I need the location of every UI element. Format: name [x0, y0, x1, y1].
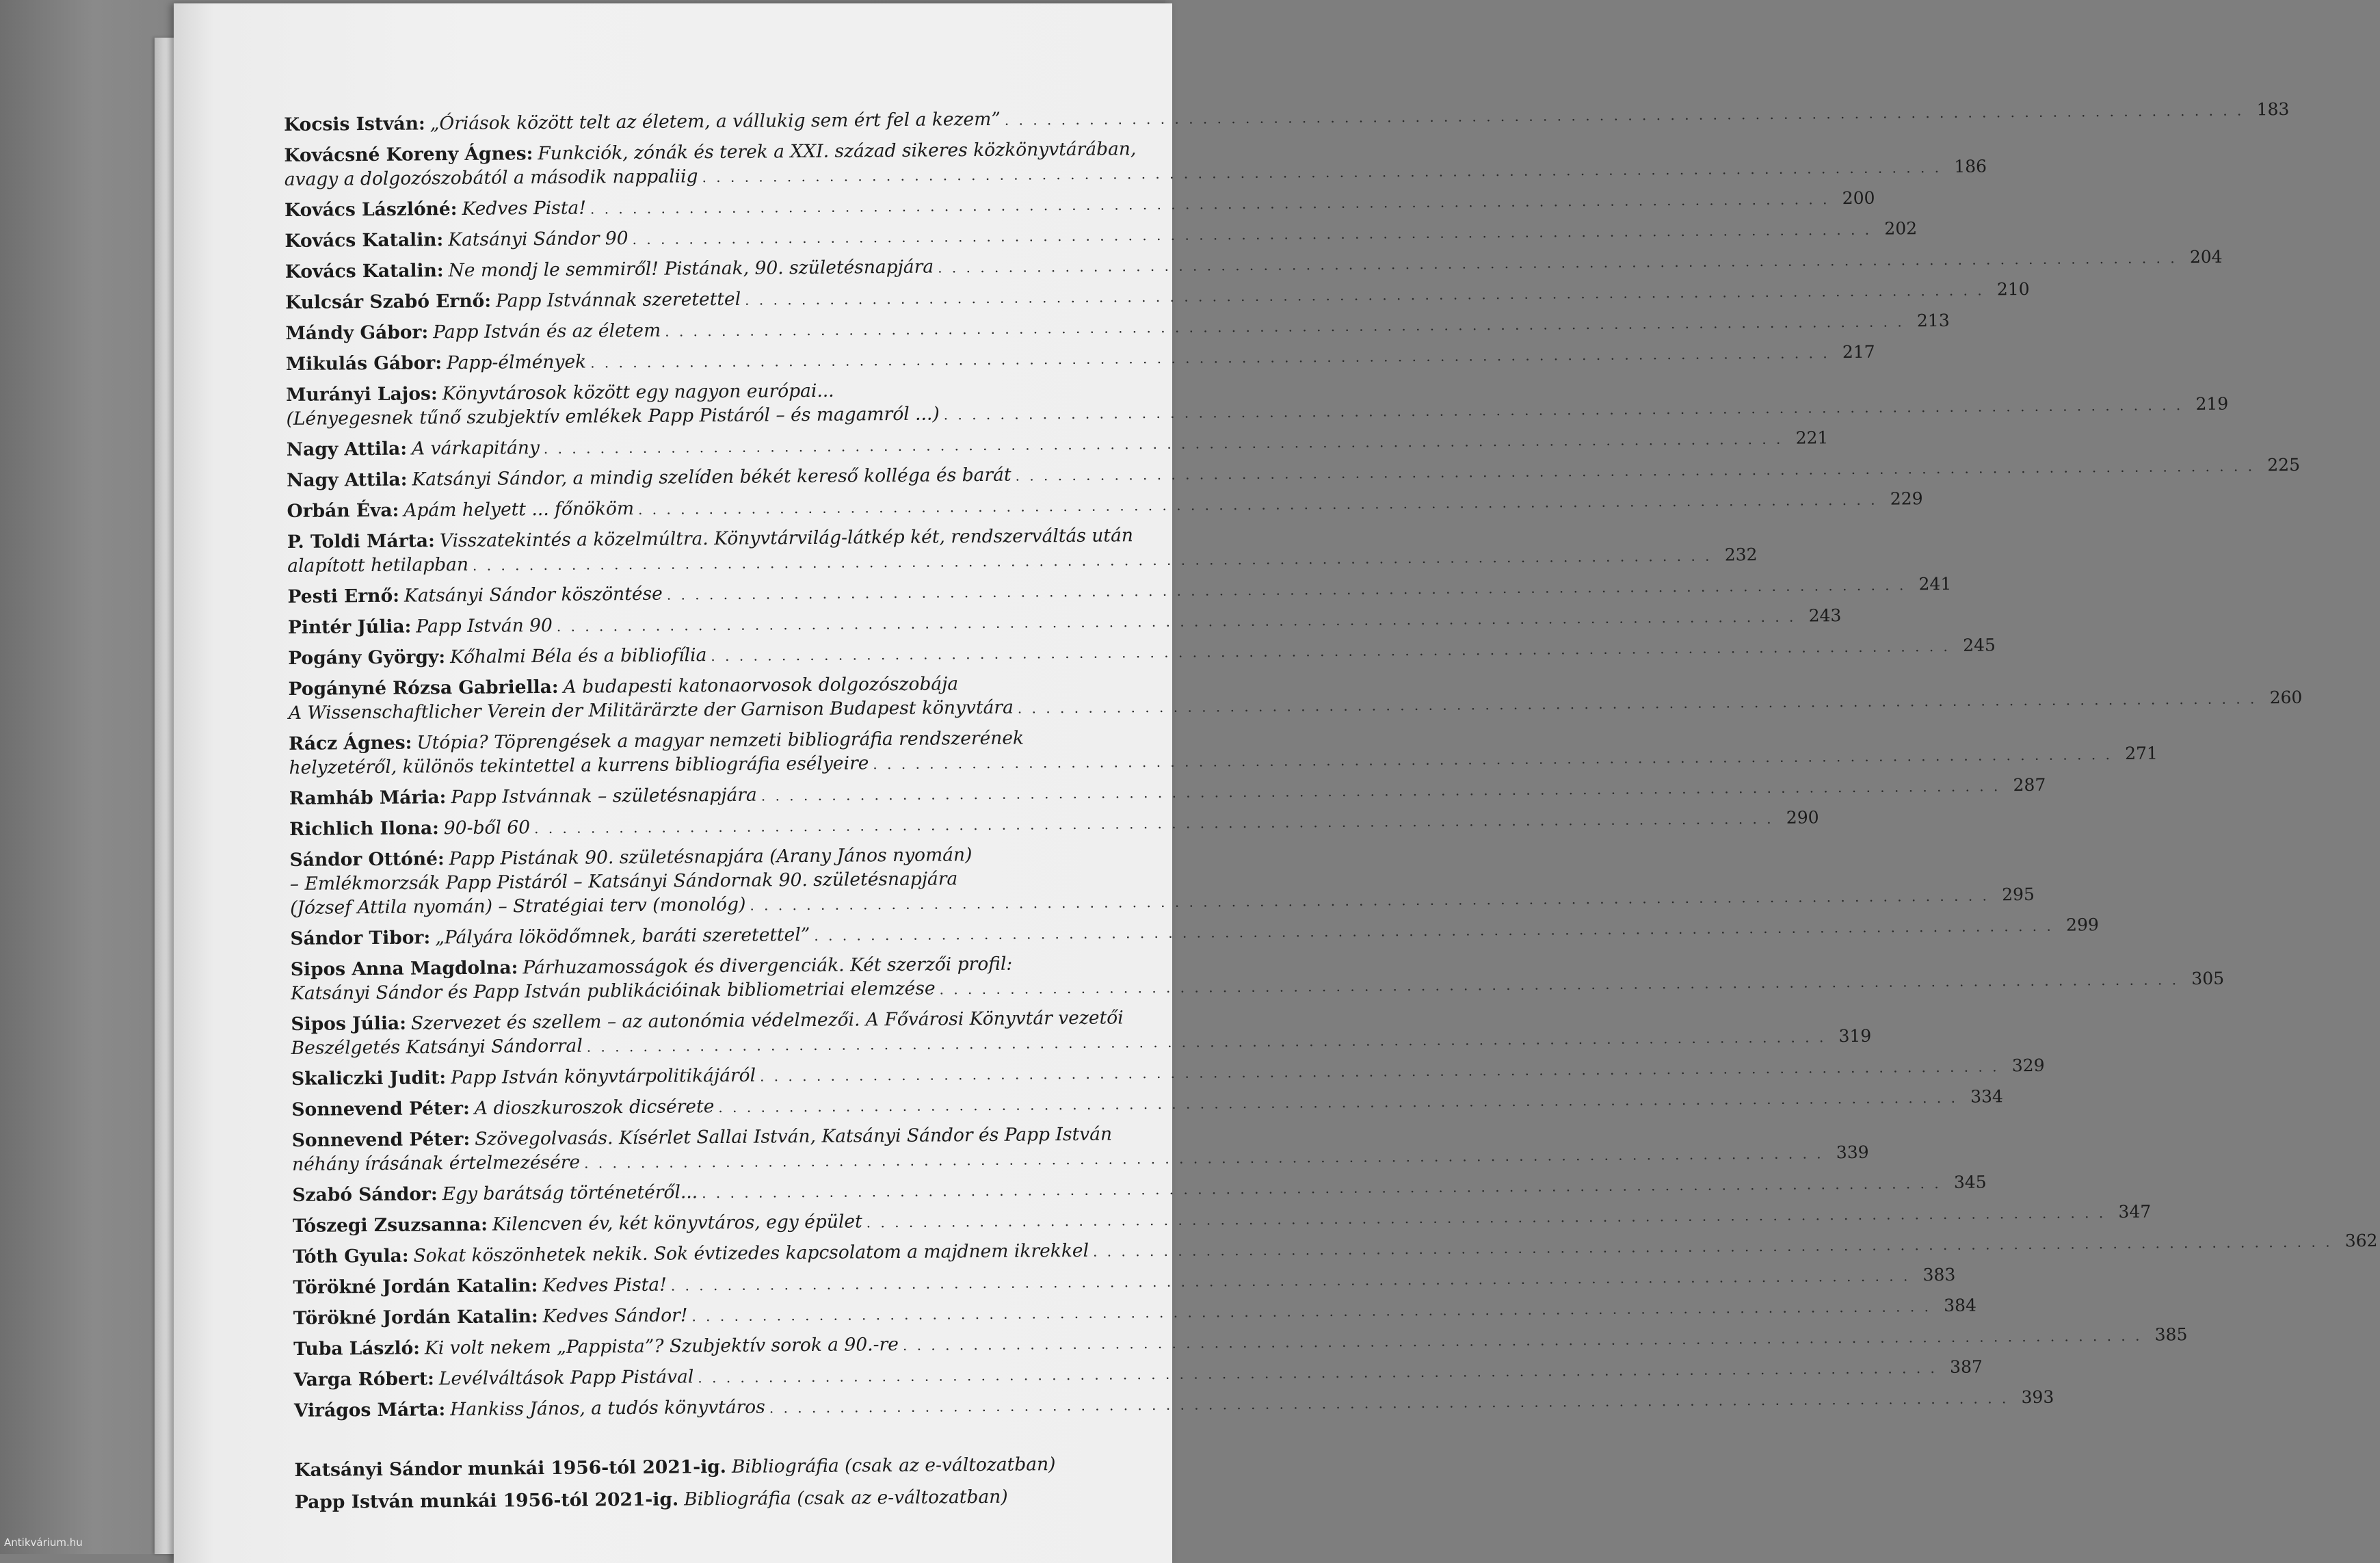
entry-title: Utópia? Töprengések a magyar nemzeti bibliográfia rendszerének — [416, 727, 1024, 754]
toc-entry-line — [293, 1295, 1977, 1332]
toc-entry-line — [293, 1356, 1983, 1393]
entry-title: Katsányi Sándor 90 — [448, 228, 629, 251]
entry-author: Tuba László: — [293, 1337, 421, 1360]
entry-author: Kovács Lászlóné: — [284, 198, 458, 221]
entry-title: avagy a dolgozószobától a második nappaliig — [284, 166, 698, 190]
entry-page-number: 229 — [1890, 488, 1923, 509]
entry-title: Papp István és az életem — [433, 319, 661, 343]
toc-entry — [291, 1122, 1869, 1178]
entry-page-number: 387 — [1950, 1356, 1983, 1377]
toc-entry — [293, 1387, 2054, 1424]
entry-title: Kedves Pista! — [462, 197, 587, 220]
entry-title: „Pályára lököd​őmnek, baráti szeretettel” — [435, 923, 810, 949]
bibliography-heading: Katsányi Sándor munkái 1956-tól 2021-ig. — [294, 1456, 727, 1481]
toc-entry — [285, 310, 1950, 347]
toc-entry — [292, 1201, 2152, 1239]
entry-title: Papp István könyvtárpolitikájáról — [451, 1064, 756, 1089]
toc-entry — [291, 1086, 2003, 1123]
entry-author: Ramháb Mária: — [289, 787, 447, 809]
toc-entry — [284, 137, 1987, 193]
toc-entry — [287, 605, 1842, 641]
entry-author: Nagy Attila: — [286, 438, 408, 460]
toc-entry — [288, 670, 2303, 726]
toc-entry — [287, 488, 1923, 525]
entry-author: Pogány György: — [288, 646, 446, 669]
toc-entry — [291, 1055, 2045, 1092]
entry-title: Szövegolvasás. Kísérlet Sallai István, Katsányi Sándor és Papp István — [475, 1123, 1113, 1150]
toc-entry-line — [284, 187, 1875, 224]
entry-author: Mándy Gábor: — [285, 321, 429, 344]
entry-title: alapított hetilapban — [287, 553, 469, 577]
dot-leader: . . . . . . . . . . . . . . . . . . . . . . . . . . . . . . . . . . . . . . . . . . . . . . . . . . . . . . . . . . . . . . . . . . . . . . . . . . . . . . . . . . . . . . . . — [691, 1298, 1932, 1325]
bibliography-heading: Papp István munkái 1956-tól 2021-ig. — [294, 1488, 679, 1513]
toc-entry-line — [292, 1172, 1987, 1209]
entry-title: Katsányi Sándor, a mindig szelíden békét kereső kolléga és barát — [412, 464, 1012, 490]
dot-leader: . . . . . . . . . . . . . . . . . . . . . . . . . . . . . . . . . . . . . . . . . . . . . . . . . . . . . . . . . . . . . . . . . . . . . . . . . . . . . . . . . . . . . . . . — [939, 971, 2180, 998]
dot-leader: . . . . . . . . . . . . . . . . . . . . . . . . . . . . . . . . . . . . . . . . . . . . . . . . . . . . . . . . . . . . . . . . . . . . . . . . . . . . . . . . . . . . . . . . — [1017, 690, 2258, 717]
entry-author: Sonnevend Péter: — [291, 1097, 470, 1120]
toc-entry-line — [287, 605, 1842, 641]
entry-author: Kovács Katalin: — [285, 229, 444, 252]
dot-leader: . . . . . . . . . . . . . . . . . . . . . . . . . . . . . . . . . . . . . . . . . . . . . . . . . . . . . . . . . . . . . . . . . . . . . . . . . . . . . . . . . . . . . . . . — [583, 1145, 1824, 1172]
entry-author: Sonnevend Péter: — [291, 1128, 471, 1151]
dot-leader: . . . . . . . . . . . . . . . . . . . . . . . . . . . . . . . . . . . . . . . . . . . . . . . . . . . . . . . . . . . . . . . . . . . . . . . . . . . . . . . . . . . . . . . . — [637, 491, 1878, 518]
entry-title: Ki volt nekem „Pappista”? Szubjektív sorok a 90.-re — [424, 1333, 899, 1359]
dot-leader: . . . . . . . . . . . . . . . . . . . . . . . . . . . . . . . . . . . . . . . . . . . . . . . . . . . . . . . . . . . . . . . . . . . . . . . . . . . . . . . . . . . . . . . . — [702, 1175, 1942, 1202]
toc-entry — [288, 635, 1996, 672]
entry-title: Papp Pistának 90. születésnapjára (Arany János nyomán) — [449, 844, 973, 870]
toc-entry-line — [285, 278, 2030, 316]
dot-leader: . . . . . . . . . . . . . . . . . . . . . . . . . . . . . . . . . . . . . . . . . . . . . . . . . . . . . . . . . . . . . . . . . . . . . . . . . . . . . . . . . . . . . . . . — [745, 282, 1985, 308]
entry-page-number: 210 — [1996, 278, 2030, 300]
toc-entry-line — [291, 1086, 2003, 1123]
dot-leader: . . . . . . . . . . . . . . . . . . . . . . . . . . . . . . . . . . . . . . . . . . . . . . . . . . . . . . . . . . . . . . . . . . . . . . . . . . . . . . . . . . . . . . . . — [556, 608, 1797, 635]
entry-author: Rácz Ágnes: — [289, 732, 412, 754]
toc-entry-line — [285, 218, 1918, 254]
toc-entry — [286, 376, 2229, 432]
entry-author: Pintér Júlia: — [287, 616, 412, 638]
entry-page-number: 393 — [2021, 1387, 2054, 1408]
entry-page-number: 385 — [2154, 1324, 2188, 1345]
entry-author: Törökné Jordán Katalin: — [293, 1275, 538, 1298]
entry-page-number: 271 — [2125, 743, 2158, 763]
entry-title: Papp István 90 — [416, 614, 553, 638]
toc-entry — [285, 246, 2223, 285]
entry-title: Könyvtárosok között egy nagyon európai... — [442, 380, 834, 405]
entry-title: Hankiss János, a tudós könyvtáros — [450, 1396, 765, 1421]
entry-page-number: 232 — [1724, 544, 1758, 565]
toc-entry — [284, 187, 1875, 224]
entry-title: Visszatekintés a közelmúltra. Könyvtárvilág-látkép két, rendszerváltás után — [439, 525, 1133, 552]
toc-entry — [293, 1324, 2188, 1363]
bibliography-entry — [295, 1484, 1155, 1514]
entry-title: Egy barátság történetéről... — [442, 1181, 698, 1205]
entry-page-number: 362 — [2344, 1231, 2378, 1251]
dot-leader: . . . . . . . . . . . . . . . . . . . . . . . . . . . . . . . . . . . . . . . . . . . . . . . . . . . . . . . . . . . . . . . . . . . . . . . . . . . . . . . . . . . . . . . . — [543, 430, 1784, 458]
toc-entry-line — [287, 488, 1923, 525]
entry-author: Törökné Jordán Katalin: — [293, 1306, 538, 1329]
dot-leader: . . . . . . . . . . . . . . . . . . . . . . . . . . . . . . . . . . . . . . . . . . . . . . . . . . . . . . . . . . . . . . . . . . . . . . . . . . . . . . . . . . . . . . . . — [1015, 458, 2256, 484]
entry-author: Sipos Anna Magdolna: — [290, 957, 518, 980]
toc-entry-line — [293, 1387, 2054, 1424]
dot-leader: . . . . . . . . . . . . . . . . . . . . . . . . . . . . . . . . . . . . . . . . . . . . . . . . . . . . . . . . . . . . . . . . . . . . . . . . . . . . . . . . . . . . . . . . — [665, 313, 1905, 340]
entry-page-number: 213 — [1916, 310, 1950, 331]
entry-author: Pesti Ernő: — [287, 585, 400, 607]
toc-entry-line — [287, 573, 1952, 610]
entry-title: Apám helyett ... főnököm — [404, 497, 635, 521]
entry-page-number: 200 — [1842, 187, 1875, 209]
toc-entry — [290, 915, 2099, 952]
toc-entry — [286, 428, 1829, 463]
toc-entry — [289, 725, 2158, 781]
bibliography-note: Bibliográfia (csak az e-változatban) — [684, 1486, 1008, 1510]
entry-title: Papp-élmények — [446, 351, 587, 374]
entry-title: Szervezet és szellem – az autonómia védelmezői. A Fővárosi Könyvtár vezetői — [410, 1007, 1124, 1034]
entry-author: Kovácsné Koreny Ágnes: — [284, 143, 533, 166]
entry-author: Richlich Ilona: — [289, 817, 439, 840]
bibliography-entry — [294, 1452, 1154, 1482]
entry-author: Kulcsár Szabó Ernő: — [285, 290, 492, 313]
entry-title: Kedves Sándor! — [542, 1304, 688, 1328]
toc-entry-line — [289, 807, 1819, 843]
entry-page-number: 221 — [1795, 428, 1829, 448]
dot-leader: . . . . . . . . . . . . . . . . . . . . . . . . . . . . . . . . . . . . . . . . . . . . . . . . . . . . . . . . . . . . . . . . . . . . . . . . . . . . . . . . . . . . . . . . — [938, 250, 2178, 276]
entry-page-number: 217 — [1842, 341, 1875, 363]
entry-author: Pogányné Rózsa Gabriella: — [288, 676, 559, 700]
entry-page-number: 319 — [1838, 1025, 1872, 1047]
toc-entry — [287, 454, 2301, 494]
dot-leader: . . . . . . . . . . . . . . . . . . . . . . . . . . . . . . . . . . . . . . . . . . . . . . . . . . . . . . . . . . . . . . . . . . . . . . . . . . . . . . . . . . . . . . . . — [873, 746, 2113, 773]
bibliography-section — [294, 1452, 1155, 1514]
entry-page-number: 329 — [2011, 1055, 2045, 1076]
entry-page-number: 204 — [2189, 246, 2223, 267]
watermark: Antikvárium.hu — [4, 1536, 83, 1549]
toc-entry-line — [285, 310, 1950, 347]
entry-page-number: 287 — [2013, 774, 2046, 796]
dot-leader: . . . . . . . . . . . . . . . . . . . . . . . . . . . . . . . . . . . . . . . . . . . . . . . . . . . . . . . . . . . . . . . . . . . . . . . . . . . . . . . . . . . . . . . . — [769, 1390, 2009, 1417]
dot-leader: . . . . . . . . . . . . . . . . . . . . . . . . . . . . . . . . . . . . . . . . . . . . . . . . . . . . . . . . . . . . . . . . . . . . . . . . . . . . . . . . . . . . . . . . — [902, 1327, 2143, 1354]
entry-page-number: 243 — [1808, 605, 1842, 626]
entry-title: A dioszkuroszok dicsérete — [474, 1096, 715, 1119]
toc-entry — [293, 1295, 1977, 1332]
dot-leader: . . . . . . . . . . . . . . . . . . . . . . . . . . . . . . . . . . . . . . . . . . . . . . . . . . . . . . . . . . . . . . . . . . . . . . . . . . . . . . . . . . . . . . . . — [814, 917, 2054, 944]
entry-title: Kőhalmi Béla és a bibliofília — [449, 644, 707, 668]
entry-author: Sándor Tibor: — [290, 927, 431, 949]
entry-title: néhány írásának értelmezésére — [291, 1151, 581, 1175]
entry-title: Kilencven év, két könyvtáros, egy épület — [492, 1211, 862, 1235]
dot-leader: . . . . . . . . . . . . . . . . . . . . . . . . . . . . . . . . . . . . . . . . . . . . . . . . . . . . . . . . . . . . . . . . . . . . . . . . . . . . . . . . . . . . . . . . — [590, 191, 1830, 218]
entry-author: Szabó Sándor: — [292, 1183, 438, 1206]
entry-page-number: 384 — [1944, 1295, 1977, 1315]
toc-entry-line — [290, 915, 2099, 952]
toc-entry-line — [287, 454, 2301, 494]
toc-entry — [293, 1231, 2378, 1270]
toc-entry — [289, 841, 2035, 921]
entry-title: Ne mondj le semmiről! Pistának, 90. születésnapjára — [448, 256, 934, 282]
entry-author: Sándor Ottóné: — [289, 848, 445, 871]
toc-entry — [289, 774, 2046, 812]
toc-entry — [285, 278, 2030, 316]
toc-entry — [292, 1172, 1987, 1209]
entry-title: 90-ből 60 — [443, 817, 531, 839]
dot-leader: . . . . . . . . . . . . . . . . . . . . . . . . . . . . . . . . . . . . . . . . . . . . . . . . . . . . . . . . . . . . . . . . . . . . . . . . . . . . . . . . . . . . . . . . — [702, 159, 1942, 186]
toc-entry — [289, 807, 1819, 843]
entry-page-number: 339 — [1836, 1142, 1869, 1163]
entry-page-number: 183 — [2256, 98, 2290, 120]
toc-entry-line — [292, 1201, 2152, 1239]
entry-title: Beszélgetés Katsányi Sándorral — [291, 1035, 583, 1059]
toc-entry-line — [293, 1231, 2378, 1270]
toc-entry — [291, 1006, 1872, 1062]
entry-page-number: 299 — [2065, 915, 2099, 935]
entry-author: Nagy Attila: — [287, 469, 408, 491]
entry-author: P. Toldi Márta: — [287, 530, 435, 553]
entry-page-number: 241 — [1918, 573, 1952, 594]
dot-leader: . . . . . . . . . . . . . . . . . . . . . . . . . . . . . . . . . . . . . . . . . . . . . . . . . . . . . . . . . . . . . . . . . . . . . . . . . . . . . . . . . . . . . . . . — [590, 345, 1830, 371]
entry-author: Tószegi Zsuzsanna: — [292, 1213, 488, 1237]
entry-title: Papp Istvánnak – születésnapjára — [451, 784, 757, 809]
bibliography-note: Bibliográfia (csak az e-változatban) — [731, 1454, 1056, 1477]
entry-title: Katsányi Sándor és Papp István publikációinak bibliometriai elemzése — [290, 977, 936, 1004]
toc-entry — [293, 1356, 1983, 1393]
entry-page-number: 383 — [1922, 1264, 1956, 1285]
entry-page-number: 347 — [2118, 1201, 2152, 1222]
entry-title: A Wissenschaftlicher Verein der Militärärzte der Garnison Budapest könyvtára — [288, 696, 1014, 724]
entry-title: A budapesti katonaorvosok dolgozószobája — [563, 673, 959, 698]
entry-title: A várkapitány — [411, 437, 540, 460]
entry-title: Funkciók, zónák és terek a XXI. század sikeres közkönyvtárában, — [538, 138, 1137, 165]
toc-entry — [287, 523, 1758, 579]
entry-page-number: 225 — [2267, 454, 2301, 475]
entry-author: Murányi Lajos: — [286, 383, 438, 406]
entry-author: Kovács Katalin: — [285, 260, 444, 283]
dot-leader: . . . . . . . . . . . . . . . . . . . . . . . . . . . . . . . . . . . . . . . . . . . . . . . . . . . . . . . . . . . . . . . . . . . . . . . . . . . . . . . . . . . . . . . . — [750, 887, 1989, 914]
entry-page-number: 186 — [1954, 156, 1987, 176]
entry-title: Levélváltások Papp Pistával — [438, 1366, 694, 1390]
toc-entry-line — [288, 635, 1996, 672]
toc-entry-line — [286, 428, 1829, 463]
table-of-contents — [284, 98, 2378, 1523]
toc-entry-line — [289, 774, 2046, 812]
dot-leader: . . . . . . . . . . . . . . . . . . . . . . . . . . . . . . . . . . . . . . . . . . . . . . . . . . . . . . . . . . . . . . . . . . . . . . . . . . . . . . . . . . . . . . . . — [718, 1089, 1958, 1116]
entry-title: Papp Istvánnak szeretettel — [495, 288, 741, 312]
dot-leader: . . . . . . . . . . . . . . . . . . . . . . . . . . . . . . . . . . . . . . . . . . . . . . . . . . . . . . . . . . . . . . . . . . . . . . . . . . . . . . . . . . . . . . . . — [1004, 102, 2245, 129]
entry-page-number: 295 — [2002, 884, 2035, 905]
dot-leader: . . . . . . . . . . . . . . . . . . . . . . . . . . . . . . . . . . . . . . . . . . . . . . . . . . . . . . . . . . . . . . . . . . . . . . . . . . . . . . . . . . . . . . . . — [586, 1029, 1827, 1055]
toc-entry — [290, 951, 2225, 1007]
entry-page-number: 260 — [2269, 687, 2303, 708]
entry-title: Párhuzamosságok és divergenciák. Két szerzői profil: — [523, 953, 1013, 979]
entry-title: (József Attila nyomán) – Stratégiai terv (monológ) — [290, 893, 746, 919]
dot-leader: . . . . . . . . . . . . . . . . . . . . . . . . . . . . . . . . . . . . . . . . . . . . . . . . . . . . . . . . . . . . . . . . . . . . . . . . . . . . . . . . . . . . . . . . — [632, 221, 1873, 248]
dot-leader: . . . . . . . . . . . . . . . . . . . . . . . . . . . . . . . . . . . . . . . . . . . . . . . . . . . . . . . . . . . . . . . . . . . . . . . . . . . . . . . . . . . . . . . . — [666, 577, 1907, 603]
entry-author: Mikulás Gábor: — [285, 352, 442, 375]
entry-author: Kocsis István: — [284, 113, 425, 135]
dot-leader: . . . . . . . . . . . . . . . . . . . . . . . . . . . . . . . . . . . . . . . . . . . . . . . . . . . . . . . . . . . . . . . . . . . . . . . . . . . . . . . . . . . . . . . . — [1092, 1233, 2333, 1260]
entry-title: Kedves Pista! — [542, 1274, 667, 1297]
entry-title: Katsányi Sándor köszöntése — [404, 583, 663, 607]
entry-author: Virágos Márta: — [293, 1399, 446, 1421]
dot-leader: . . . . . . . . . . . . . . . . . . . . . . . . . . . . . . . . . . . . . . . . . . . . . . . . . . . . . . . . . . . . . . . . . . . . . . . . . . . . . . . . . . . . . . . . — [866, 1205, 2106, 1231]
entry-title: (Lényegesnek tűnő szubjektív emlékek Papp Pistáról – és magamról ...) — [286, 403, 940, 430]
entry-page-number: 290 — [1786, 807, 1819, 828]
entry-title: – Emlékmorzsák Papp Pistáról – Katsányi Sándornak 90. születésnapjára — [289, 868, 958, 895]
entry-author: Skaliczki Judit: — [291, 1067, 447, 1090]
dot-leader: . . . . . . . . . . . . . . . . . . . . . . . . . . . . . . . . . . . . . . . . . . . . . . . . . . . . . . . . . . . . . . . . . . . . . . . . . . . . . . . . . . . . . . . . — [698, 1360, 1938, 1387]
entry-page-number: 245 — [1963, 635, 1996, 655]
dot-leader: . . . . . . . . . . . . . . . . . . . . . . . . . . . . . . . . . . . . . . . . . . . . . . . . . . . . . . . . . . . . . . . . . . . . . . . . . . . . . . . . . . . . . . . . — [943, 397, 2184, 423]
entry-author: Tóth Gyula: — [293, 1245, 409, 1268]
entry-title: Sokat köszönhetek nekik. Sok évtizedes kapcsolatom a majdnem ikrekkel — [413, 1239, 1089, 1267]
toc-entry-line — [293, 1264, 1956, 1301]
dot-leader: . . . . . . . . . . . . . . . . . . . . . . . . . . . . . . . . . . . . . . . . . . . . . . . . . . . . . . . . . . . . . . . . . . . . . . . . . . . . . . . . . . . . . . . . — [711, 638, 1951, 665]
toc-entry — [293, 1264, 1956, 1301]
toc-entry — [285, 341, 1875, 378]
entry-page-number: 345 — [1953, 1172, 1987, 1192]
toc-entry-line — [291, 1055, 2045, 1092]
dot-leader: . . . . . . . . . . . . . . . . . . . . . . . . . . . . . . . . . . . . . . . . . . . . . . . . . . . . . . . . . . . . . . . . . . . . . . . . . . . . . . . . . . . . . . . . — [759, 1058, 2000, 1085]
toc-entry — [285, 218, 1918, 254]
entry-page-number: 202 — [1884, 218, 1918, 239]
entry-page-number: 305 — [2191, 968, 2225, 989]
dot-leader: . . . . . . . . . . . . . . . . . . . . . . . . . . . . . . . . . . . . . . . . . . . . . . . . . . . . . . . . . . . . . . . . . . . . . . . . . . . . . . . . . . . . . . . . — [533, 810, 1774, 837]
dot-leader: . . . . . . . . . . . . . . . . . . . . . . . . . . . . . . . . . . . . . . . . . . . . . . . . . . . . . . . . . . . . . . . . . . . . . . . . . . . . . . . . . . . . . . . . — [472, 547, 1713, 574]
dot-leader: . . . . . . . . . . . . . . . . . . . . . . . . . . . . . . . . . . . . . . . . . . . . . . . . . . . . . . . . . . . . . . . . . . . . . . . . . . . . . . . . . . . . . . . . — [670, 1268, 1911, 1294]
dot-leader: . . . . . . . . . . . . . . . . . . . . . . . . . . . . . . . . . . . . . . . . . . . . . . . . . . . . . . . . . . . . . . . . . . . . . . . . . . . . . . . . . . . . . . . . — [761, 778, 2001, 804]
toc-entry — [287, 573, 1952, 610]
entry-author: Orbán Éva: — [287, 499, 399, 522]
entry-title: helyzetéről, különös tekintettel a kurrens bibliográfia esélyeire — [289, 752, 869, 778]
entry-author: Sipos Júlia: — [291, 1012, 407, 1035]
entry-page-number: 219 — [2195, 393, 2229, 415]
toc-entry-line — [285, 341, 1875, 378]
toc-entry-line — [293, 1324, 2188, 1363]
toc-entry-line — [285, 246, 2223, 285]
entry-title: „Óriások között telt az életem, a vállukig sem ért fel a kezem” — [429, 108, 1001, 135]
entry-author: Varga Róbert: — [293, 1368, 434, 1391]
entry-page-number: 334 — [1970, 1086, 2003, 1107]
